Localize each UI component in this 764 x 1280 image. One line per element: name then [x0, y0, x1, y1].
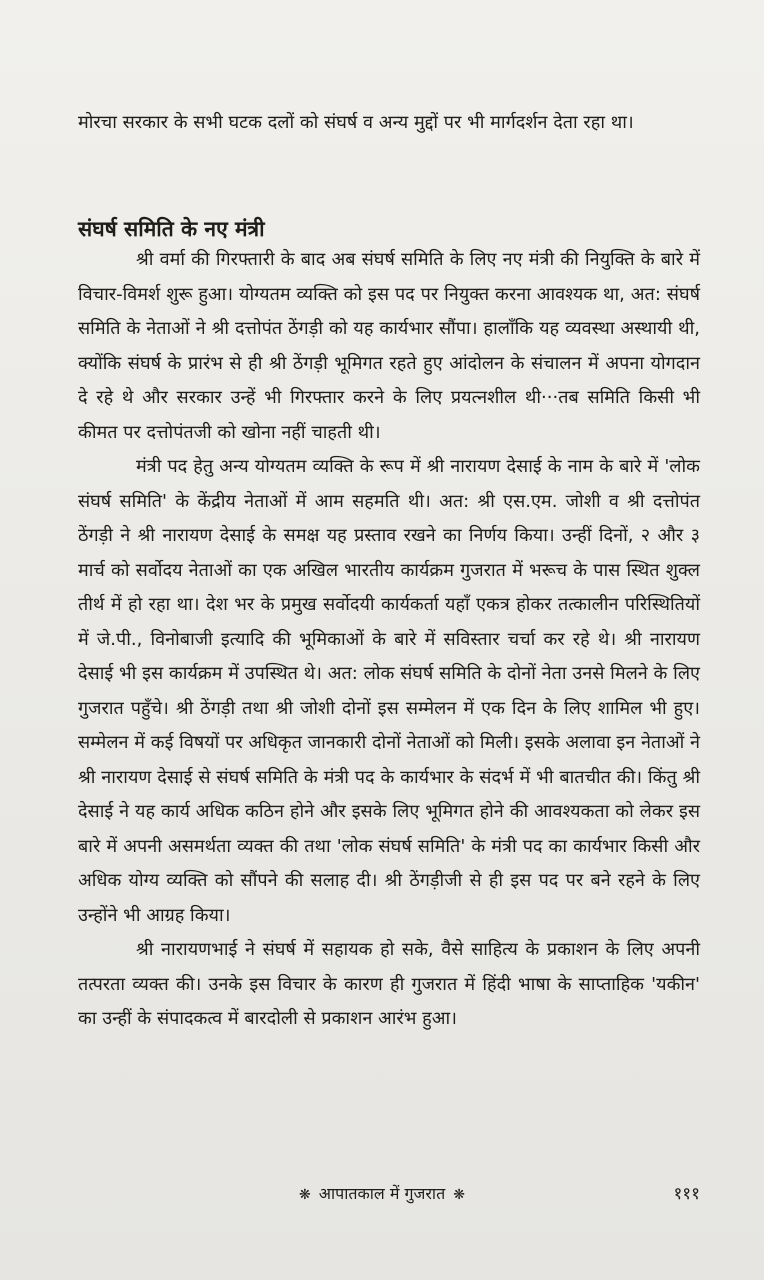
asterism-icon: ❋ [453, 1187, 466, 1203]
running-footer [0, 1182, 764, 1207]
paragraph-2: मंत्री पद हेतु अन्य योग्यतम व्यक्ति के रूप में श्री नारायण देसाई के नाम के बारे में 'लोक संघर्ष समिति' के केंद्रीय नेताओं में आम सहमति थी। अत: श्री एस.एम. जोशी व श्री दत्तोपंत ठेंगड़ी ने श्री नारायण देसाई के समक्ष यह प्रस्ताव रखने का निर्णय किया। उन्हीं दिनों, २ और ३ मार्च को सर्वोदय नेताओं का एक अखिल भारतीय कार्यक्रम गुजरात में भरूच के पास स्थित शुक्ल तीर्थ में हो रहा था। देश भर के प्रमुख सर्वोदयी कार्यकर्ता यहाँ एकत्र होकर तत्कालीन परिस्थितियों में जे.पी., विनोबाजी इत्यादि की भूमिकाओं के बारे में सविस्तार चर्चा कर रहे थे। श्री नारायण देसाई भी इस कार्यक्रम में उपस्थित थे। अत: लोक संघर्ष समिति के दोनों नेता उनसे मिलने के लिए गुजरात पहुँचे। श्री ठेंगड़ी तथा श्री जोशी दोनों इस सम्मेलन में एक दिन के लिए शामिल भी हुए। सम्मेलन में कई विषयों पर अधिकृत जानकारी दोनों नेताओं को मिली। इसके अलावा इन नेताओं ने श्री नारायण देसाई से संघर्ष समिति के मंत्री पद के कार्यभार के संदर्भ में भी बातचीत की। किंतु श्री देसाई ने यह कार्य अधिक कठिन होने और इसके लिए भूमिगत होने की आवश्यकता को लेकर इस बारे में अपनी असमर्थता व्यक्त की तथा 'लोक संघर्ष समिति' के मंत्री पद का कार्यभार किसी और अधिक योग्य व्यक्ति को सौंपने की सलाह दी। श्री ठेंगड़ीजी से ही इस पद पर बने रहने के लिए उन्होंने भी आग्रह किया। [78, 456, 700, 926]
paragraph-1: श्री वर्मा की गिरफ्तारी के बाद अब संघर्ष समिति के लिए नए मंत्री की नियुक्ति के बारे में विचार-विमर्श शुरू हुआ। योग्यतम व्यक्ति को इस पद पर नियुक्त करना आवश्यक था, अत: संघर्ष समिति के नेताओं ने श्री दत्तोपंत ठेंगड़ी को यह कार्यभार सौंपा। हालाँकि यह व्यवस्था अस्थायी थी, क्योंकि संघर्ष के प्रारंभ से ही श्री ठेंगड़ी भूमिगत रहते हुए आंदोलन के संचालन में अपना योगदान दे रहे थे और सरकार उन्हें भी गिरफ्तार करने के लिए प्रयत्नशील थी···तब समिति किसी भी कीमत पर दत्तोपंतजी को खोना नहीं चाहती थी। [78, 249, 700, 443]
paragraph-3: श्री नारायणभाई ने संघर्ष में सहायक हो सके, वैसे साहित्य के प्रकाशन के लिए अपनी तत्परता व्यक्त की। उनके इस विचार के कारण ही गुजरात में हिंदी भाषा के साप्ताहिक 'यकीन' का उन्हीं के संपादकत्व में बारदोली से प्रकाशन आरंभ हुआ। [78, 939, 700, 1029]
section-body [78, 243, 700, 1037]
book-title: आपातकाल में गुजरात [318, 1184, 446, 1203]
asterism-icon: ❋ [298, 1187, 311, 1203]
section-heading: संघर्ष समिति के नए मंत्री [78, 217, 265, 241]
paragraph-text: मोरचा सरकार के सभी घटक दलों को संघर्ष व अन्य मुद्दों पर भी मार्गदर्शन देता रहा था। [78, 112, 634, 133]
paragraph-continued [78, 106, 700, 141]
page-number: १११ [673, 1184, 700, 1204]
